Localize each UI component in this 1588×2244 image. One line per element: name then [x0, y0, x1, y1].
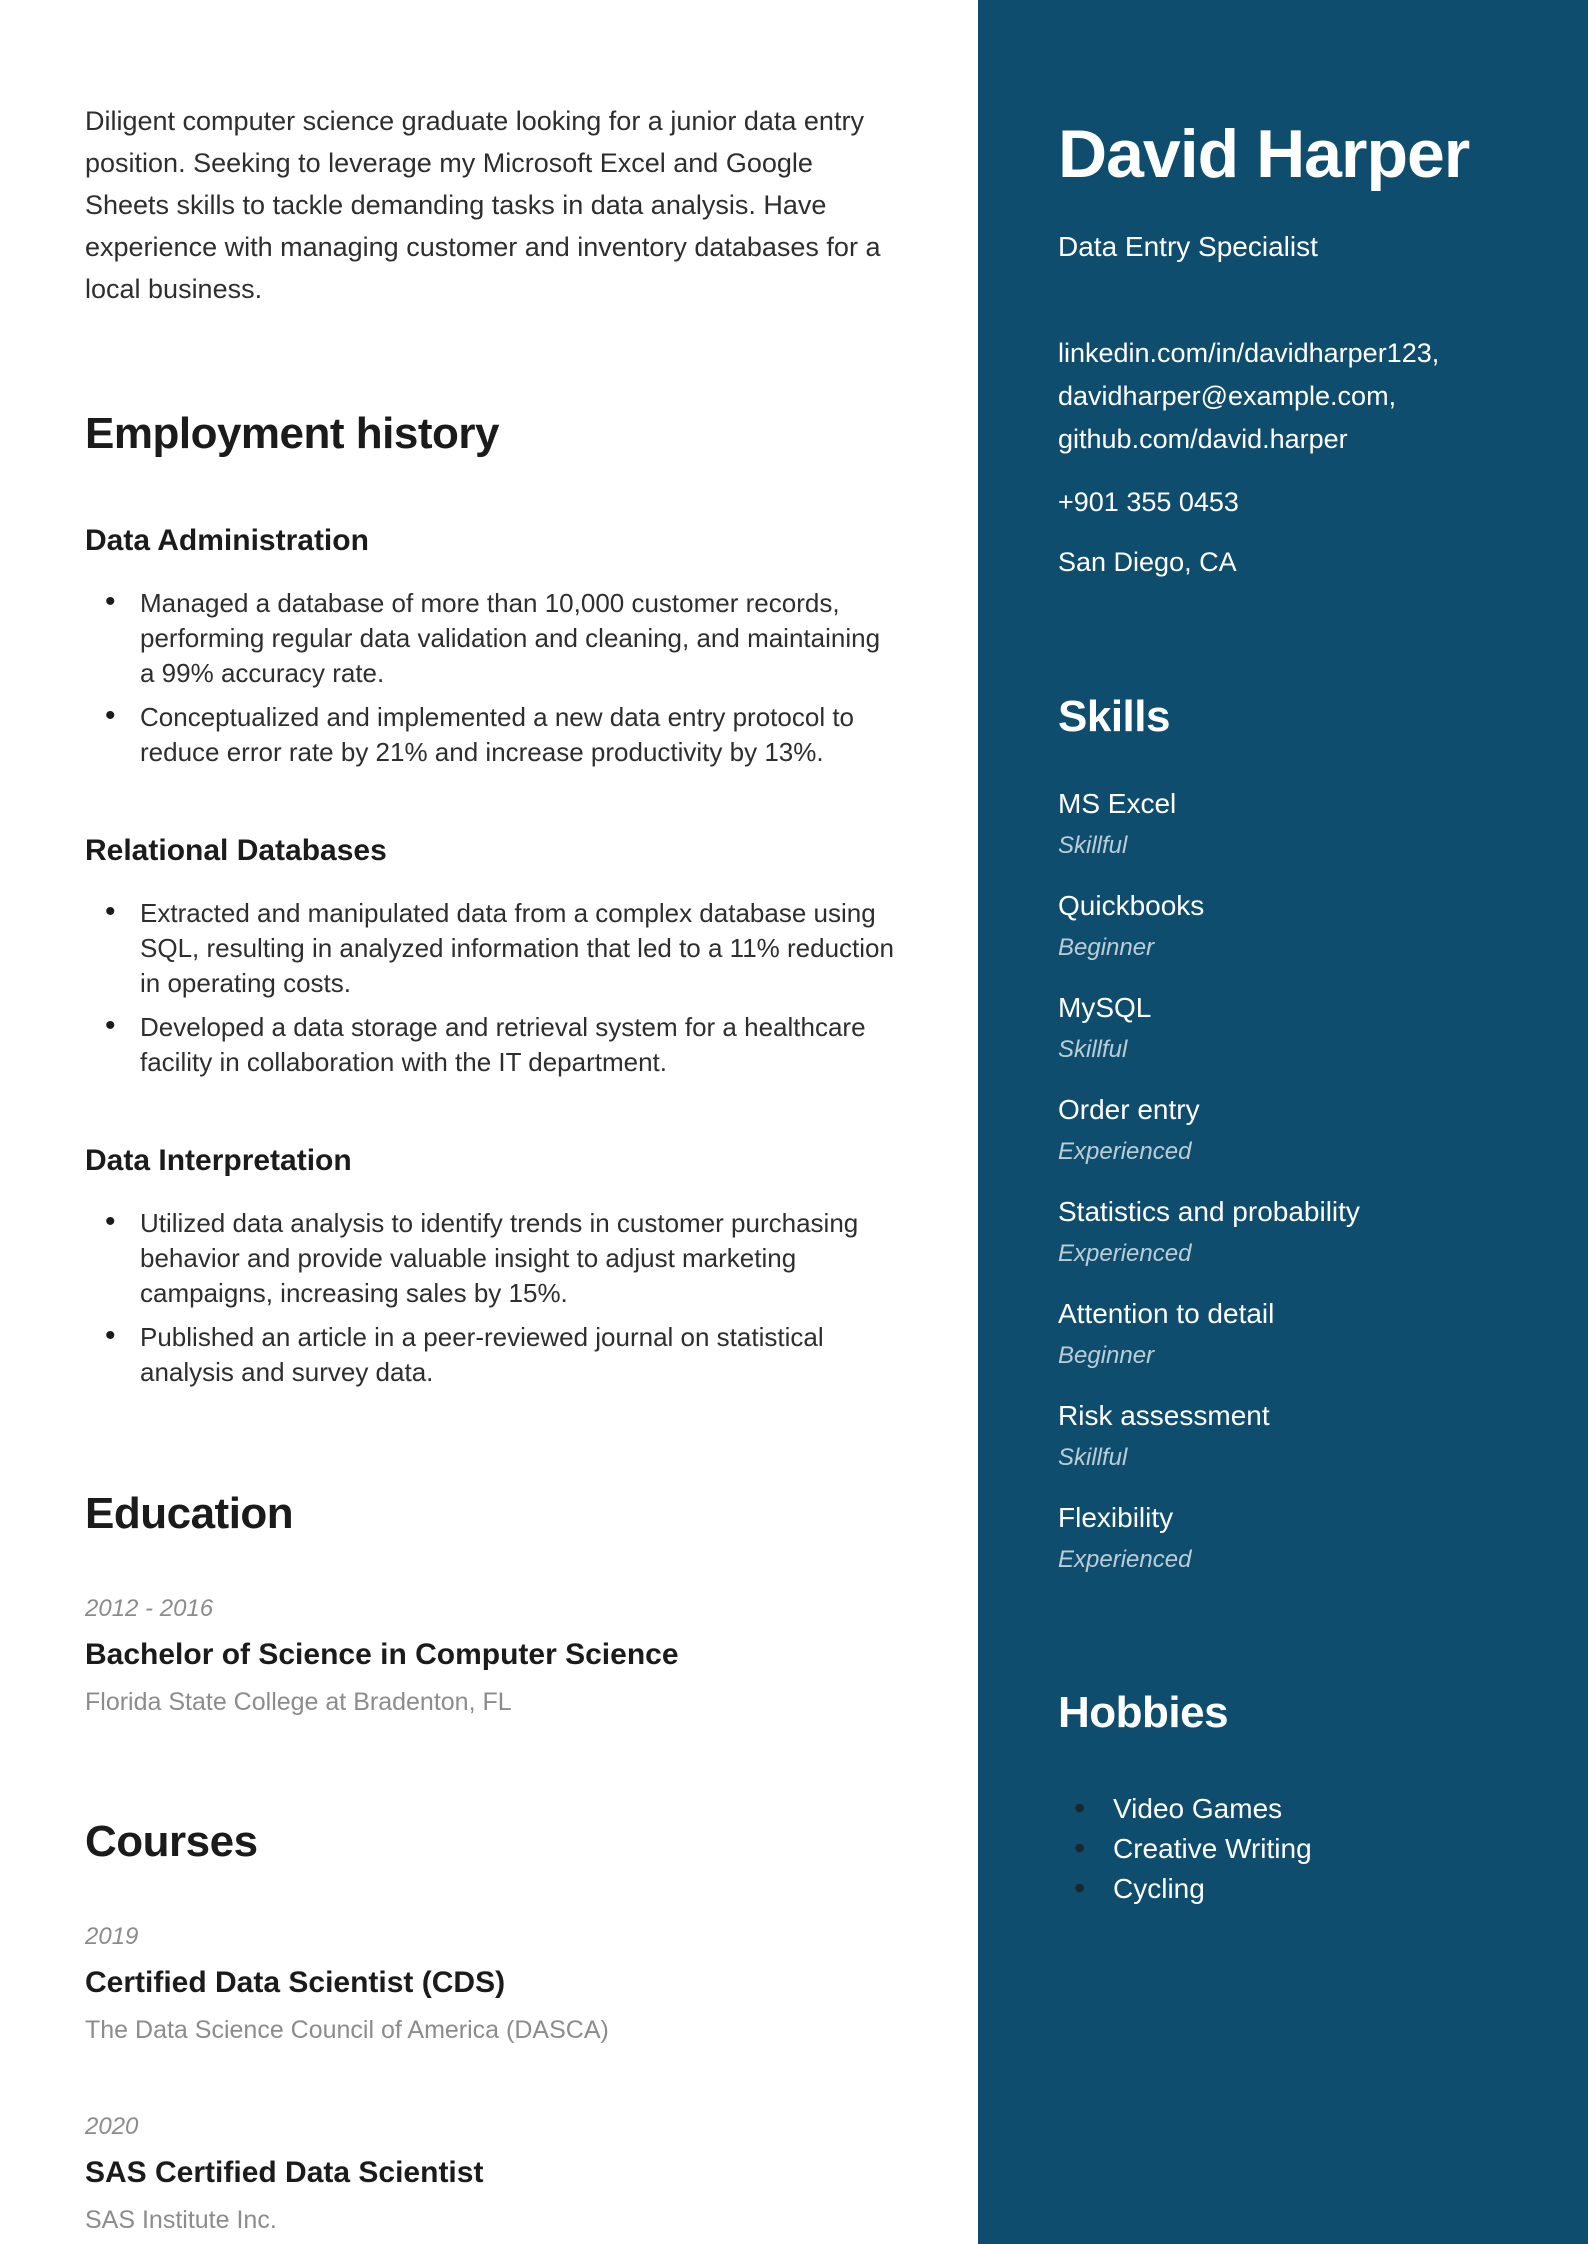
- course-org: The Data Science Council of America (DASCA): [85, 2016, 609, 2044]
- skill-level: Experienced: [1058, 1240, 1192, 1267]
- employment-history-heading: Employment history: [85, 409, 499, 458]
- job-bullet-list: [85, 586, 898, 770]
- course-org: SAS Institute Inc.: [85, 2206, 277, 2234]
- skill-item: [1058, 1501, 1510, 1575]
- skill-name: Attention to detail: [1058, 1298, 1275, 1329]
- job-title: Relational Databases: [85, 834, 387, 867]
- education-entry: [85, 1594, 898, 1718]
- education-school: Florida State College at Bradenton, FL: [85, 1688, 512, 1716]
- skill-item: [1058, 889, 1510, 963]
- education-heading: Education: [85, 1489, 294, 1538]
- skill-item: [1058, 1195, 1510, 1269]
- contact-links: [1058, 332, 1510, 461]
- job-title: Data Administration: [85, 524, 369, 557]
- education-degree: Bachelor of Science in Computer Science: [85, 1638, 679, 1671]
- job-entry: [85, 1142, 898, 1390]
- profile-summary: Diligent computer science graduate looking for a junior data entry position. Seeking to leverage my Microsoft Excel and Google Sheets skills to tackle demanding tasks in data analysis. Have experience with managing customer and inventory databases for a local business.: [85, 106, 881, 304]
- skill-name: Quickbooks: [1058, 890, 1205, 921]
- skill-name: Flexibility: [1058, 1502, 1174, 1533]
- job-bullet: • Developed a data storage and retrieval system for a healthcare facility in collaboration with the IT department.: [85, 1010, 898, 1080]
- linkedin-link[interactable]: linkedin.com/in/davidharper123,: [1058, 338, 1440, 368]
- course-title: Certified Data Scientist (CDS): [85, 1966, 506, 1999]
- phone-number: +901 355 0453: [1058, 487, 1239, 517]
- hobby-item: • Creative Writing: [1058, 1829, 1510, 1869]
- location: San Diego, CA: [1058, 547, 1237, 577]
- sidebar: [978, 0, 1588, 2244]
- course-title: SAS Certified Data Scientist: [85, 2156, 484, 2189]
- skill-item: [1058, 991, 1510, 1065]
- skill-list: [1058, 787, 1510, 1575]
- job-bullet-list: [85, 1206, 898, 1390]
- github-link[interactable]: github.com/david.harper: [1058, 424, 1348, 454]
- job-bullet: • Conceptualized and implemented a new data entry protocol to reduce error rate by 21% and increase productivity by 13%.: [85, 700, 898, 770]
- skill-level: Skillful: [1058, 1444, 1128, 1471]
- skill-item: [1058, 1399, 1510, 1473]
- skill-name: Statistics and probability: [1058, 1196, 1360, 1227]
- skill-level: Skillful: [1058, 832, 1128, 859]
- job-bullet: • Managed a database of more than 10,000 customer records, performing regular data validation and cleaning, and maintaining a 99% accuracy rate.: [85, 586, 898, 691]
- skill-level: Beginner: [1058, 1342, 1155, 1369]
- course-entry: [85, 2112, 898, 2236]
- skill-level: Beginner: [1058, 934, 1155, 961]
- skill-item: [1058, 1297, 1510, 1371]
- skill-item: [1058, 1093, 1510, 1167]
- job-bullet: • Utilized data analysis to identify trends in customer purchasing behavior and provide valuable insight to adjust marketing campaigns, increasing sales by 15%.: [85, 1206, 898, 1311]
- job-entry: [85, 832, 898, 1080]
- skill-name: Risk assessment: [1058, 1400, 1270, 1431]
- email-link[interactable]: davidharper@example.com,: [1058, 381, 1397, 411]
- skill-item: [1058, 787, 1510, 861]
- course-date: 2019: [85, 1923, 139, 1950]
- hobby-item: • Cycling: [1058, 1869, 1510, 1909]
- person-role: Data Entry Specialist: [1058, 231, 1318, 262]
- skill-name: MySQL: [1058, 992, 1152, 1023]
- skill-level: Experienced: [1058, 1546, 1192, 1573]
- job-bullet: • Extracted and manipulated data from a complex database using SQL, resulting in analyzed information that led to a 11% reduction in operating costs.: [85, 896, 898, 1001]
- skill-level: Skillful: [1058, 1036, 1128, 1063]
- courses-heading: Courses: [85, 1817, 258, 1866]
- job-bullet: • Published an article in a peer-reviewed journal on statistical analysis and survey data.: [85, 1320, 898, 1390]
- course-date: 2020: [85, 2113, 139, 2140]
- job-title: Data Interpretation: [85, 1144, 352, 1177]
- skill-name: MS Excel: [1058, 788, 1177, 819]
- skill-level: Experienced: [1058, 1138, 1192, 1165]
- job-entry: [85, 522, 898, 770]
- hobbies-heading: Hobbies: [1058, 1688, 1229, 1737]
- person-name: David Harper: [1058, 116, 1470, 192]
- hobby-item: • Video Games: [1058, 1789, 1510, 1829]
- course-entry: [85, 1922, 898, 2046]
- job-bullet-list: [85, 896, 898, 1080]
- education-dates: 2012 - 2016: [85, 1595, 214, 1622]
- hobby-list: [1058, 1789, 1510, 1909]
- skills-heading: Skills: [1058, 692, 1170, 741]
- skill-name: Order entry: [1058, 1094, 1200, 1125]
